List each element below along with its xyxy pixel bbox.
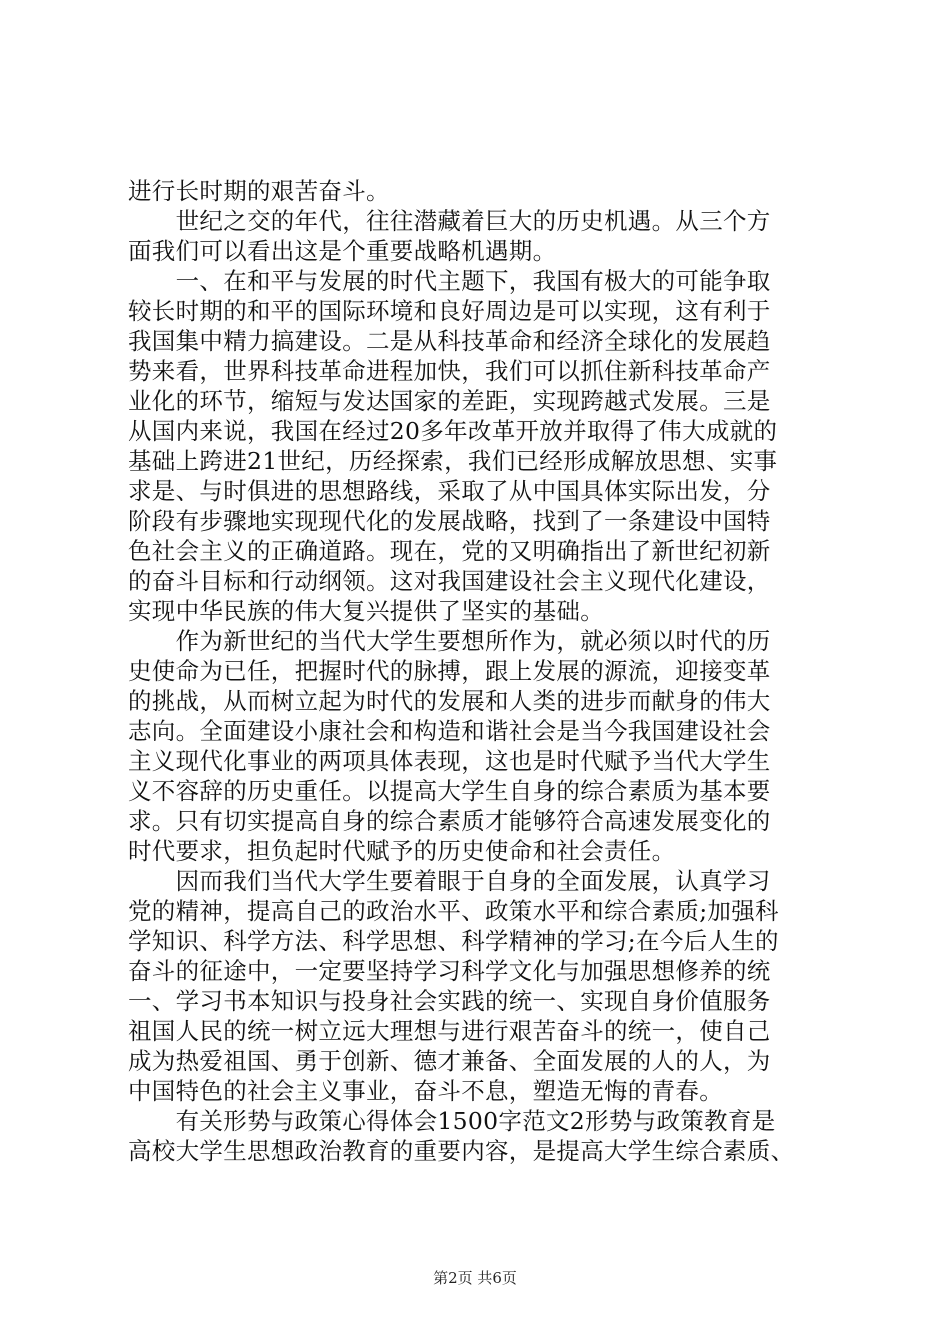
text-line: 祖国人民的统一树立远大理想与进行艰苦奋斗的统一，使自己 bbox=[128, 1017, 771, 1045]
text-line: 色社会主义的正确道路。现在，党的又明确指出了新世纪初新 bbox=[128, 537, 771, 565]
text-line: 我国集中精力搞建设。二是从科技革命和经济全球化的发展趋 bbox=[128, 327, 771, 355]
text-line: 进行长时期的艰苦奋斗。 bbox=[128, 177, 390, 205]
text-line: 一、学习书本知识与投身社会实践的统一、实现自身价值服务 bbox=[128, 987, 771, 1015]
text-line: 有关形势与政策心得体会1500字范文2形势与政策教育是 bbox=[128, 1107, 776, 1135]
text-line: 成为热爱祖国、勇于创新、德才兼备、全面发展的人的人，为 bbox=[128, 1047, 771, 1075]
text-line: 主义现代化事业的两项具体表现，这也是时代赋予当代大学生 bbox=[128, 747, 771, 775]
text-line: 学知识、科学方法、科学思想、科学精神的学习;在今后人生的 bbox=[128, 927, 779, 955]
text-line: 较长时期的和平的国际环境和良好周边是可以实现，这有利于 bbox=[128, 297, 771, 325]
text-line: 实现中华民族的伟大复兴提供了坚实的基础。 bbox=[128, 597, 604, 625]
text-line: 作为新世纪的当代大学生要想所作为，就必须以时代的历 bbox=[128, 627, 771, 655]
text-line: 的挑战，从而树立起为时代的发展和人类的进步而献身的伟大 bbox=[128, 687, 771, 715]
text-line: 面我们可以看出这是个重要战略机遇期。 bbox=[128, 237, 557, 265]
text-line: 世纪之交的年代，往往潜藏着巨大的历史机遇。从三个方 bbox=[128, 207, 771, 235]
text-line: 时代要求，担负起时代赋予的历史使命和社会责任。 bbox=[128, 837, 676, 865]
text-line: 志向。全面建设小康社会和构造和谐社会是当今我国建设社会 bbox=[128, 717, 771, 745]
text-line: 中国特色的社会主义事业，奋斗不息，塑造无悔的青春。 bbox=[128, 1077, 723, 1105]
text-line: 势来看，世界科技革命进程加快，我们可以抓住新科技革命产 bbox=[128, 357, 771, 385]
text-line: 阶段有步骤地实现现代化的发展战略，找到了一条建设中国特 bbox=[128, 507, 771, 535]
text-line: 义不容辞的历史重任。以提高大学生自身的综合素质为基本要 bbox=[128, 777, 771, 805]
page-number-footer: 第2页 共6页 bbox=[433, 1269, 517, 1287]
text-line: 基础上跨进21世纪，历经探索，我们已经形成解放思想、实事 bbox=[128, 447, 778, 475]
text-line: 的奋斗目标和行动纲领。这对我国建设社会主义现代化建设， bbox=[128, 567, 771, 595]
text-line: 求。只有切实提高自身的综合素质才能够符合高速发展变化的 bbox=[128, 807, 771, 835]
text-line: 史使命为已任，把握时代的脉搏，跟上发展的源流，迎接变革 bbox=[128, 657, 771, 685]
text-line: 党的精神，提高自己的政治水平、政策水平和综合素质;加强科 bbox=[128, 897, 779, 925]
text-line: 业化的环节，缩短与发达国家的差距，实现跨越式发展。三是 bbox=[128, 387, 771, 415]
text-line: 一、在和平与发展的时代主题下，我国有极大的可能争取 bbox=[128, 267, 771, 295]
text-line: 奋斗的征途中，一定要坚持学习科学文化与加强思想修养的统 bbox=[128, 957, 771, 985]
text-line: 从国内来说，我国在经过20多年改革开放并取得了伟大成就的 bbox=[128, 417, 778, 445]
text-line: 因而我们当代大学生要着眼于自身的全面发展，认真学习 bbox=[128, 867, 771, 895]
text-line: 高校大学生思想政治教育的重要内容，是提高大学生综合素质、 bbox=[128, 1137, 795, 1165]
text-line: 求是、与时俱进的思想路线，采取了从中国具体实际出发，分 bbox=[128, 477, 771, 505]
